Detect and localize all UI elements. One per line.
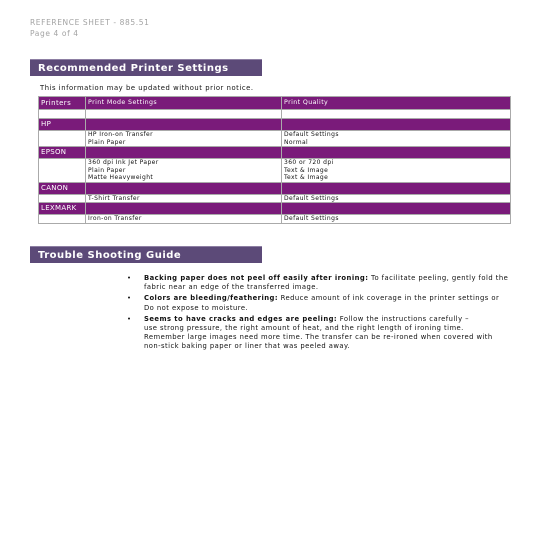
update-notice: This information may be updated without prior notice. bbox=[40, 84, 254, 92]
print-quality-cell: 360 or 720 dpi Text & Image Text & Image bbox=[282, 159, 511, 183]
issue-text: Remember large images need more time. The transfer can be re-ironed when covered with bbox=[144, 333, 493, 342]
issue-text: use strong pressure, the right amount of heat, and the right length of ironing time. bbox=[144, 324, 464, 333]
issue-title: Backing paper does not peel off easily after ironing: bbox=[144, 274, 369, 282]
col-header-print-mode: Print Mode Settings bbox=[86, 97, 282, 110]
bullet-icon: • bbox=[127, 274, 132, 282]
issue-text: non-stick baking paper or liner that was peeled away. bbox=[144, 342, 351, 351]
page-indicator: Page 4 of 4 bbox=[30, 29, 79, 38]
brand-name: HP bbox=[39, 119, 86, 131]
issue-text: Do not expose to moisture. bbox=[144, 303, 249, 312]
list-item bbox=[120, 315, 515, 352]
table-row bbox=[39, 194, 511, 203]
printer-settings-table bbox=[38, 96, 511, 224]
list-item bbox=[120, 294, 515, 312]
print-quality-cell: Default Settings bbox=[282, 194, 511, 203]
list-item bbox=[120, 274, 515, 292]
print-mode-cell: Iron-on Transfer bbox=[86, 215, 282, 224]
brand-name: EPSON bbox=[39, 147, 86, 159]
printer-settings-title: Recommended Printer Settings bbox=[30, 59, 262, 76]
brand-row-hp bbox=[39, 119, 511, 131]
bullet-icon: • bbox=[127, 314, 132, 323]
table-row bbox=[39, 131, 511, 147]
brand-name: CANON bbox=[39, 182, 86, 194]
reference-sheet-label: REFERENCE SHEET - 885.51 bbox=[30, 18, 150, 27]
issue-text: fabric near an edge of the transferred image. bbox=[144, 283, 319, 292]
col-header-printers: Printers bbox=[39, 97, 86, 110]
issue-text: To facilitate peeling, gently fold the bbox=[368, 274, 509, 282]
table-row bbox=[39, 215, 511, 224]
print-quality-cell: Default Settings Normal bbox=[282, 131, 511, 147]
issue-text: Follow the instructions carefully – bbox=[337, 314, 470, 323]
brand-row-canon bbox=[39, 182, 511, 194]
brand-name: LEXMARK bbox=[39, 203, 86, 215]
table-spacer-row bbox=[39, 110, 511, 119]
reference-header bbox=[30, 17, 150, 39]
trouble-shooting-title: Trouble Shooting Guide bbox=[30, 246, 262, 263]
col-header-print-quality: Print Quality bbox=[282, 97, 511, 110]
brand-row-lexmark bbox=[39, 203, 511, 215]
issue-title: Colors are bleeding/feathering: bbox=[144, 294, 279, 303]
table-row bbox=[39, 159, 511, 183]
print-quality-cell: Default Settings bbox=[282, 215, 511, 224]
bullet-icon: • bbox=[127, 294, 132, 303]
issue-text: Reduce amount of ink coverage in the printer settings or bbox=[278, 294, 500, 303]
table-header-row bbox=[39, 97, 511, 110]
issue-title: Seems to have cracks and edges are peeling: bbox=[144, 314, 338, 323]
print-mode-cell: T-Shirt Transfer bbox=[86, 194, 282, 203]
brand-row-epson bbox=[39, 147, 511, 159]
trouble-shooting-list bbox=[120, 274, 515, 354]
print-mode-cell: HP Iron-on Transfer Plain Paper bbox=[86, 131, 282, 147]
print-mode-cell: 360 dpi Ink Jet Paper Plain Paper Matte Heavyweight bbox=[86, 159, 282, 183]
